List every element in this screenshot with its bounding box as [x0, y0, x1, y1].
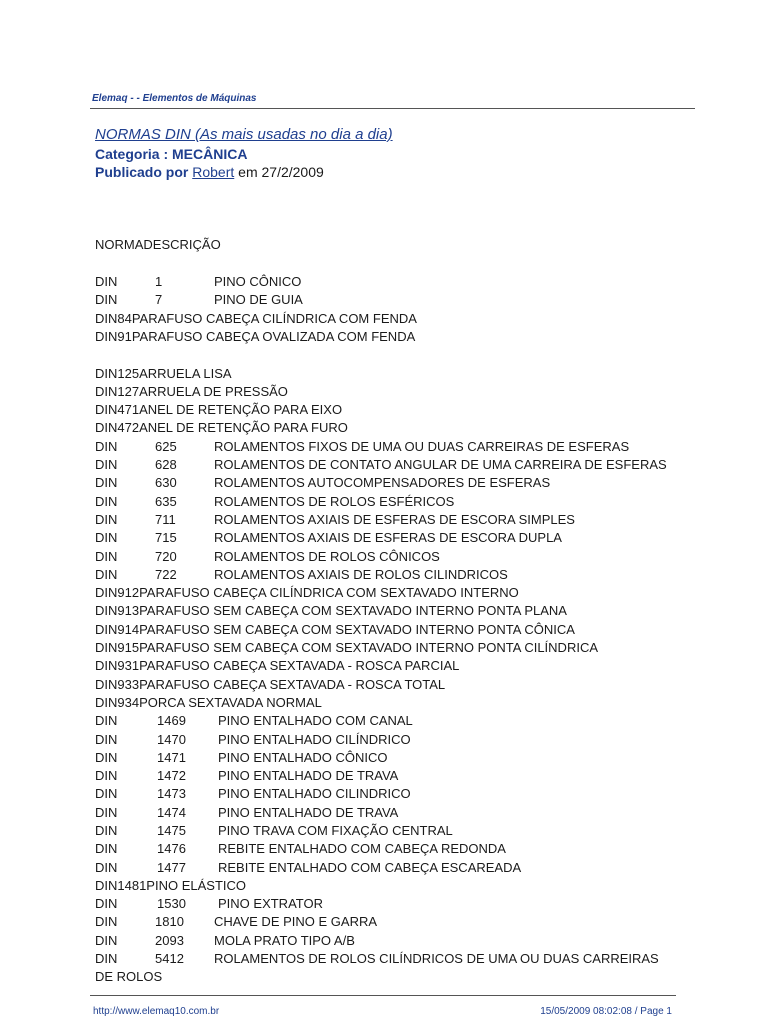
table-heading: NORMADESCRIÇÃO: [95, 237, 221, 252]
norm-prefix: DIN: [95, 457, 118, 472]
list-item: DE ROLOS: [95, 969, 163, 984]
norm-prefix: DIN: [95, 933, 118, 948]
norm-description: PINO ENTALHADO CILÍNDRICO: [218, 732, 411, 747]
norm-description: ROLAMENTOS AXIAIS DE ROLOS CILINDRICOS: [214, 567, 508, 582]
norm-number: 1473: [157, 786, 186, 801]
footer-url-link[interactable]: http://www.elemaq10.com.br: [93, 1006, 220, 1017]
norm-prefix: DIN: [95, 549, 118, 564]
norm-number: 1810: [155, 914, 184, 929]
norm-prefix: DIN: [95, 494, 118, 509]
list-item: DIN915PARAFUSO SEM CABEÇA COM SEXTAVADO INTERNO PONTA CILÍNDRICA: [95, 640, 599, 655]
norm-description: ROLAMENTOS DE ROLOS CILÍNDRICOS DE UMA OU DUAS CARREIRAS: [214, 951, 659, 966]
norm-number: 722: [155, 567, 177, 582]
norm-description: PINO ENTALHADO CILINDRICO: [218, 786, 411, 801]
footer-page-info: 15/05/2009 08:02:08 / Page 1: [540, 1006, 672, 1017]
norm-number: 625: [155, 439, 177, 454]
norm-prefix: DIN: [95, 530, 118, 545]
header-divider: [90, 108, 695, 109]
list-item: DIN914PARAFUSO SEM CABEÇA COM SEXTAVADO INTERNO PONTA CÔNICA: [95, 622, 575, 637]
norm-number: 1: [155, 274, 163, 289]
list-item: DIN471ANEL DE RETENÇÃO PARA EIXO: [95, 402, 343, 417]
norm-description: ROLAMENTOS AUTOCOMPENSADORES DE ESFERAS: [214, 475, 551, 490]
norm-prefix: DIN: [95, 951, 118, 966]
norm-prefix: DIN: [95, 805, 118, 820]
norm-description: MOLA PRATO TIPO A/B: [214, 933, 355, 948]
norm-number: 1469: [157, 713, 186, 728]
norm-description: PINO ENTALHADO DE TRAVA: [218, 805, 399, 820]
norm-prefix: DIN: [95, 841, 118, 856]
norm-number: 1474: [157, 805, 186, 820]
norm-prefix: DIN: [95, 732, 118, 747]
norm-description: PINO TRAVA COM FIXAÇÃO CENTRAL: [218, 823, 453, 838]
norm-number: 7: [155, 292, 163, 307]
norm-description: PINO EXTRATOR: [218, 896, 323, 911]
norm-number: 5412: [155, 951, 184, 966]
norm-number: 715: [155, 530, 177, 545]
norm-prefix: DIN: [95, 713, 118, 728]
list-item: DIN91PARAFUSO CABEÇA OVALIZADA COM FENDA: [95, 329, 416, 344]
published-date: em 27/2/2009: [238, 164, 324, 180]
norm-description: PINO ENTALHADO DE TRAVA: [218, 768, 399, 783]
article-title[interactable]: NORMAS DIN (As mais usadas no dia a dia): [95, 126, 393, 143]
footer-divider: [90, 995, 676, 996]
norm-prefix: DIN: [95, 292, 118, 307]
norm-prefix: DIN: [95, 512, 118, 527]
norm-number: 1477: [157, 860, 186, 875]
norm-description: ROLAMENTOS DE ROLOS CÔNICOS: [214, 549, 440, 564]
list-item: DIN84PARAFUSO CABEÇA CILÍNDRICA COM FENDA: [95, 311, 417, 326]
norm-prefix: DIN: [95, 768, 118, 783]
norm-number: 628: [155, 457, 177, 472]
norm-prefix: DIN: [95, 896, 118, 911]
norm-prefix: DIN: [95, 274, 118, 289]
norm-number: 630: [155, 475, 177, 490]
norm-number: 1475: [157, 823, 186, 838]
author-link[interactable]: Robert: [192, 164, 235, 180]
norm-description: PINO DE GUIA: [214, 292, 303, 307]
list-item: DIN934PORCA SEXTAVADA NORMAL: [95, 695, 322, 710]
norm-prefix: DIN: [95, 475, 118, 490]
norm-description: CHAVE DE PINO E GARRA: [214, 914, 378, 929]
norm-description: PINO ENTALHADO CÔNICO: [218, 750, 388, 765]
norm-number: 635: [155, 494, 177, 509]
list-item: DIN912PARAFUSO CABEÇA CILÍNDRICA COM SEXTAVADO INTERNO: [95, 585, 519, 600]
norm-number: 1530: [157, 896, 186, 911]
norm-prefix: DIN: [95, 567, 118, 582]
norm-number: 1470: [157, 732, 186, 747]
list-item: DIN933PARAFUSO CABEÇA SEXTAVADA - ROSCA TOTAL: [95, 677, 446, 692]
list-item: DIN472ANEL DE RETENÇÃO PARA FURO: [95, 420, 348, 435]
norm-number: 2093: [155, 933, 184, 948]
norm-prefix: DIN: [95, 823, 118, 838]
site-title-link[interactable]: Elemaq - - Elementos de Máquinas: [92, 93, 257, 104]
norm-number: 1476: [157, 841, 186, 856]
list-item: DIN913PARAFUSO SEM CABEÇA COM SEXTAVADO INTERNO PONTA PLANA: [95, 603, 567, 618]
norm-description: ROLAMENTOS AXIAIS DE ESFERAS DE ESCORA SIMPLES: [214, 512, 575, 527]
article-publish-info: [95, 164, 324, 180]
published-prefix: Publicado por: [95, 164, 189, 180]
norm-number: 720: [155, 549, 177, 564]
norm-prefix: DIN: [95, 914, 118, 929]
norm-number: 1472: [157, 768, 186, 783]
norm-description: PINO ENTALHADO COM CANAL: [218, 713, 413, 728]
norm-description: ROLAMENTOS AXIAIS DE ESFERAS DE ESCORA DUPLA: [214, 530, 562, 545]
norm-description: ROLAMENTOS DE CONTATO ANGULAR DE UMA CARREIRA DE ESFERAS: [214, 457, 667, 472]
norm-prefix: DIN: [95, 750, 118, 765]
norm-description: PINO CÔNICO: [214, 274, 302, 289]
norm-prefix: DIN: [95, 860, 118, 875]
norm-description: ROLAMENTOS DE ROLOS ESFÉRICOS: [214, 494, 455, 509]
norm-description: ROLAMENTOS FIXOS DE UMA OU DUAS CARREIRAS DE ESFERAS: [214, 439, 630, 454]
norm-description: REBITE ENTALHADO COM CABEÇA ESCAREADA: [218, 860, 522, 875]
norm-number: 711: [155, 512, 176, 527]
norm-description: REBITE ENTALHADO COM CABEÇA REDONDA: [218, 841, 506, 856]
list-item: DIN1481PINO ELÁSTICO: [95, 878, 246, 893]
norm-prefix: DIN: [95, 786, 118, 801]
norm-number: 1471: [157, 750, 186, 765]
list-item: DIN931PARAFUSO CABEÇA SEXTAVADA - ROSCA PARCIAL: [95, 658, 460, 673]
norm-prefix: DIN: [95, 439, 118, 454]
article-category: Categoria : MECÂNICA: [95, 146, 248, 162]
list-item: DIN125ARRUELA LISA: [95, 366, 232, 381]
list-item: DIN127ARRUELA DE PRESSÃO: [95, 384, 288, 399]
